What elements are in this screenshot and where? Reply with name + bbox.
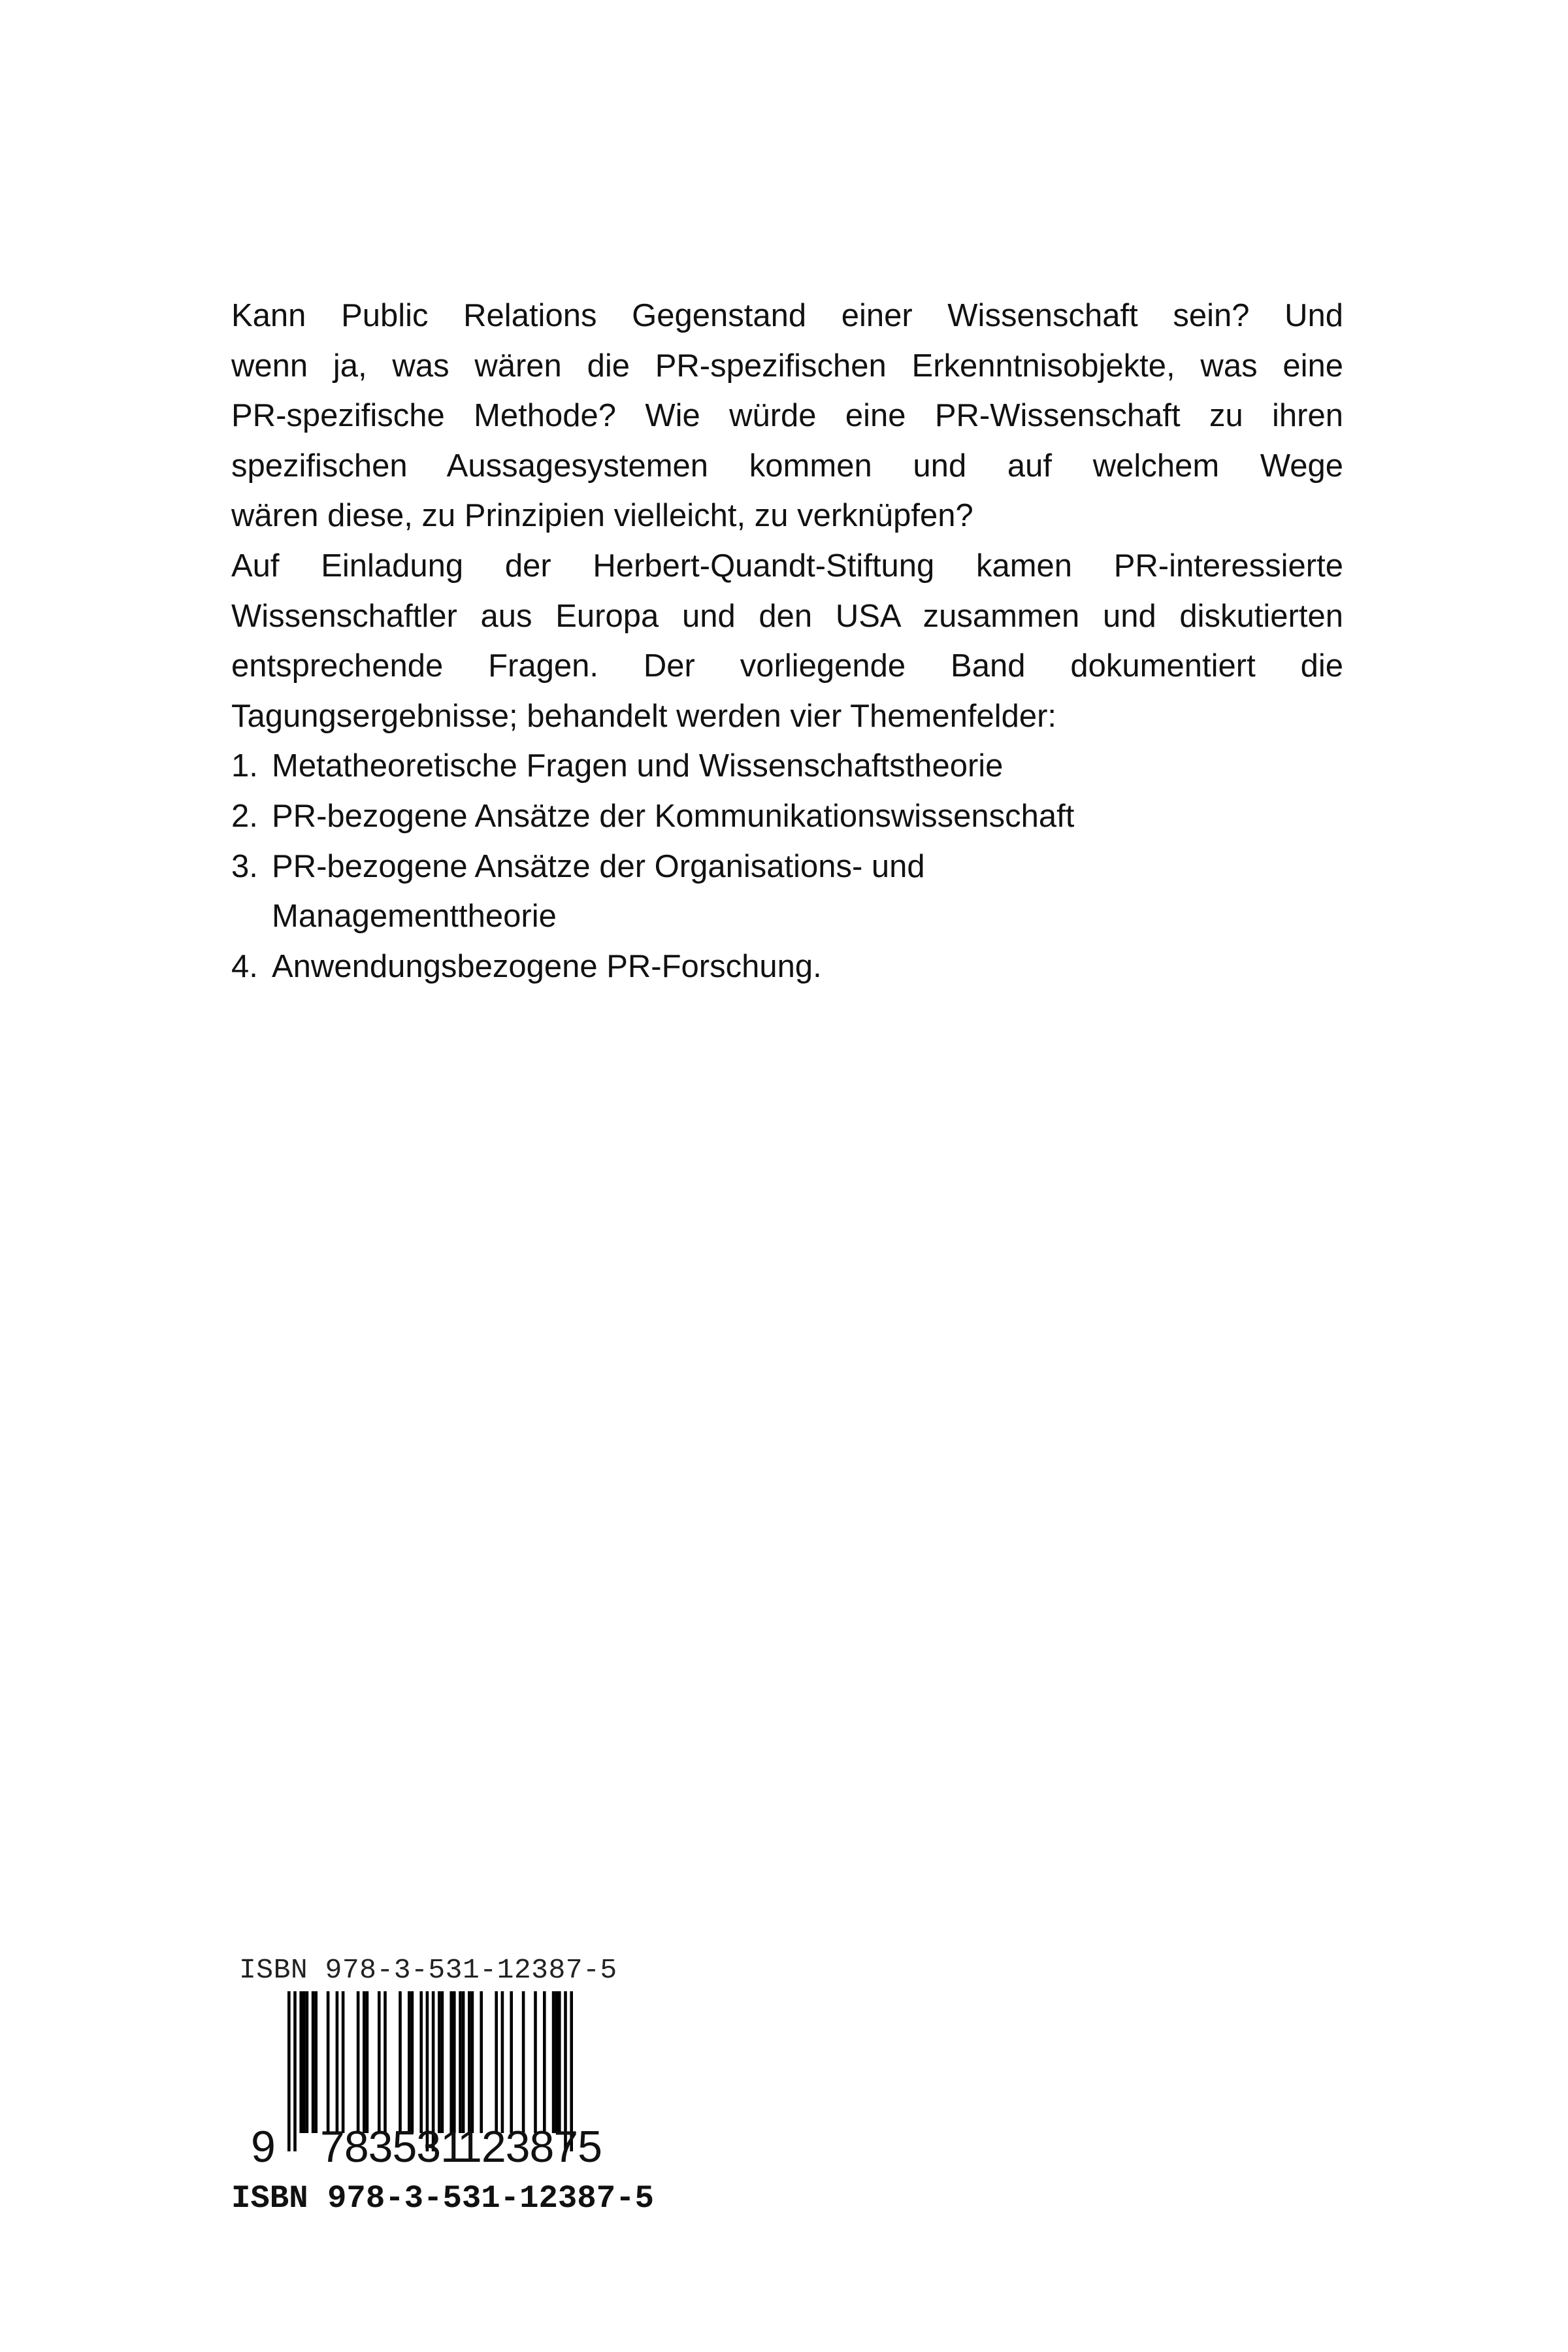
barcode-bar bbox=[558, 1991, 561, 2133]
list-text-continuation: Managementtheorie bbox=[272, 899, 557, 935]
blurb-line: Tagungsergebnisse; behandelt werden vier Themenfelder: bbox=[231, 698, 1057, 734]
barcode-bar bbox=[378, 1991, 381, 2133]
barcode-bar bbox=[306, 1991, 309, 2133]
topic-list-item bbox=[231, 791, 1343, 842]
barcode-first-digit: 9 bbox=[251, 2122, 276, 2172]
barcode-bar bbox=[438, 1991, 441, 2133]
list-text: Anwendungsbezogene PR-Forschung. bbox=[272, 948, 822, 984]
barcode-bar bbox=[459, 1991, 462, 2133]
barcode-bar bbox=[534, 1991, 537, 2133]
barcode-bar bbox=[522, 1991, 525, 2133]
barcode-bar bbox=[312, 1991, 315, 2133]
topic-list-item bbox=[231, 842, 1343, 892]
blurb-line: Wissenschaftler aus Europa und den USA zusammen und diskutierten bbox=[231, 598, 1343, 634]
list-text: PR-bezogene Ansätze der Organisations- und bbox=[272, 848, 925, 884]
list-number: 1. bbox=[231, 748, 258, 784]
barcode-bar bbox=[342, 1991, 345, 2133]
barcode-bar bbox=[449, 1991, 453, 2133]
list-text: PR-bezogene Ansätze der Kommunikationswissenschaft bbox=[272, 798, 1075, 834]
barcode-bar bbox=[419, 1991, 423, 2133]
blurb-line: wären diese, zu Prinzipien vielleicht, zu verknüpfen? bbox=[231, 498, 973, 534]
barcode-bar bbox=[495, 1991, 498, 2133]
blurb-line: spezifischen Aussagesystemen kommen und auf welchem Wege bbox=[231, 448, 1343, 484]
barcode-bar bbox=[327, 1991, 330, 2133]
barcode-bar bbox=[302, 1991, 306, 2133]
topic-list-item bbox=[231, 942, 1343, 992]
barcode-bar bbox=[357, 1991, 360, 2133]
barcode-bar bbox=[363, 1991, 366, 2133]
barcode-bar bbox=[501, 1991, 504, 2133]
barcode-bar bbox=[384, 1991, 387, 2133]
blurb-line: PR-spezifische Methode? Wie würde eine PR-Wissenschaft zu ihren bbox=[231, 398, 1343, 434]
blurb-line: Kann Public Relations Gegenstand einer Wissenschaft sein? Und bbox=[231, 298, 1343, 333]
barcode-bar bbox=[555, 1991, 558, 2133]
barcode-bar bbox=[299, 1991, 302, 2133]
topic-list-item bbox=[231, 741, 1343, 791]
isbn-number: ISBN 978-3-531-12387-5 bbox=[231, 2180, 654, 2217]
list-text: Metatheoretische Fragen und Wissenschaftstheorie bbox=[272, 748, 1004, 784]
barcode-bar bbox=[399, 1991, 402, 2133]
barcode-bar bbox=[510, 1991, 513, 2133]
barcode-bar bbox=[471, 1991, 474, 2133]
barcode-bar bbox=[462, 1991, 465, 2133]
barcode-bar bbox=[480, 1991, 483, 2133]
barcode-bar bbox=[543, 1991, 546, 2133]
barcode-bar bbox=[411, 1991, 414, 2133]
barcode-bar bbox=[552, 1991, 555, 2133]
barcode-bar bbox=[468, 1991, 471, 2133]
barcode-guard-bar bbox=[287, 1991, 291, 2151]
barcode-bar bbox=[408, 1991, 411, 2133]
barcode-guard-bar bbox=[293, 1991, 297, 2151]
barcode-bar bbox=[441, 1991, 444, 2133]
barcode-bar bbox=[314, 1991, 318, 2133]
blurb-line: Auf Einladung der Herbert-Quandt-Stiftung kamen PR-interessierte bbox=[231, 548, 1343, 584]
back-cover-blurb bbox=[231, 291, 1343, 991]
barcode-bar bbox=[336, 1991, 339, 2133]
list-number: 3. bbox=[231, 848, 258, 884]
blurb-line: wenn ja, was wären die PR-spezifischen Erkenntnisobjekte, was eine bbox=[231, 348, 1343, 384]
blurb-line: entsprechende Fragen. Der vorliegende Band dokumentiert die bbox=[231, 648, 1343, 684]
barcode-right-digits: 123875 bbox=[457, 2122, 602, 2172]
barcode-isbn-label: ISBN 978-3-531-12387-5 bbox=[239, 1954, 617, 1986]
barcode-bar bbox=[366, 1991, 369, 2133]
list-number: 4. bbox=[231, 948, 258, 984]
barcode-left-digits: 783531 bbox=[320, 2122, 465, 2172]
barcode-bar bbox=[453, 1991, 456, 2133]
list-number: 2. bbox=[231, 798, 258, 834]
